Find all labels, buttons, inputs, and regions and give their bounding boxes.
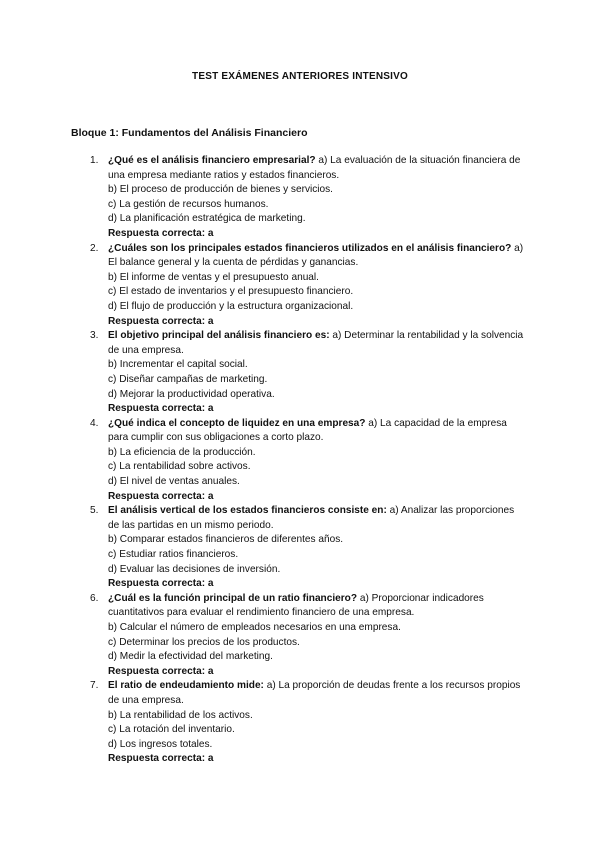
question-item [0,417,528,505]
question-number: 3. [90,330,99,342]
option-b: b) Calcular el número de empleados necesarios en una empresa. [108,622,401,633]
option-d: d) El nivel de ventas anuales. [108,476,240,488]
question-item [0,242,528,330]
option-b: b) Incrementar el capital social. [108,359,248,371]
correct-answer [108,577,528,592]
question-stem: El análisis vertical de los estados financieros consiste en: [108,505,387,517]
answer-value: a [207,227,214,239]
answer-label: Respuesta correcta: [108,753,206,765]
question-stem: ¿Cuál es la función principal de un ratio financiero? [108,592,358,604]
question-stem: ¿Cuáles son los principales estados financieros utilizados en el análisis financiero? [108,242,512,254]
option-b: b) La eficiencia de la producción. [108,446,256,458]
correct-answer [108,665,528,680]
correct-answer [108,227,528,242]
option-c: c) La gestión de recursos humanos. [108,198,269,210]
correct-answer [108,490,528,505]
question-item [0,154,528,242]
option-a: a) La evaluación de la situación financiera de una empresa mediante ratios y estados financieros. [108,155,521,181]
option-d: d) Mejorar la productividad operativa. [108,388,275,400]
answer-value: a [207,753,214,765]
question-item [0,592,528,680]
correct-answer [108,402,528,417]
answer-label: Respuesta correcta: [108,578,206,590]
answer-label: Respuesta correcta: [108,403,206,415]
question-number: 6. [90,592,99,604]
answer-label: Respuesta correcta: [108,665,206,677]
option-c: c) La rotación del inventario. [108,724,235,736]
answer-value: a [207,665,214,677]
question-item [0,329,528,417]
correct-answer [108,315,528,330]
option-c: c) La rentabilidad sobre activos. [108,461,251,473]
question-stem: El ratio de endeudamiento mide: [108,680,264,692]
option-b: b) El informe de ventas y el presupuesto anual. [108,271,319,283]
answer-value: a [207,315,214,327]
document-title: TEST EXÁMENES ANTERIORES INTENSIVO [192,71,408,82]
question-stem: El objetivo principal del análisis financiero es: [108,330,330,342]
option-a: a) La capacidad de la empresa para cumplir con sus obligaciones a corto plazo. [108,417,507,444]
question-stem: ¿Qué es el análisis financiero empresarial? [108,155,316,166]
option-a: a) Determinar la rentabilidad y la solvencia de una empresa. [108,330,524,356]
option-a: a) Analizar las proporciones de las partidas en un mismo periodo. [108,505,515,531]
question-number: 2. [90,242,99,254]
correct-answer [108,752,528,767]
question-stem: ¿Qué indica el concepto de liquidez en una empresa? [108,417,366,429]
block-title: Bloque 1: Fundamentos del Análisis Financiero [71,127,308,139]
answer-value: a [207,490,214,502]
answer-label: Respuesta correcta: [108,227,206,239]
answer-value: a [207,403,214,415]
question-item [0,504,528,592]
option-d: d) Medir la efectividad del marketing. [108,651,273,663]
option-c: c) Estudiar ratios financieros. [108,549,239,561]
option-d: d) Los ingresos totales. [108,738,213,750]
option-c: c) El estado de inventarios y el presupuesto financiero. [108,286,354,298]
question-item [0,679,528,767]
answer-label: Respuesta correcta: [108,315,206,327]
option-a: a) La proporción de deudas frente a los recursos propios de una empresa. [108,680,521,706]
option-b: b) La rentabilidad de los activos. [108,709,253,721]
option-a: a) Proporcionar indicadores cuantitativos para evaluar el rendimiento financiero de una empresa. [108,592,484,619]
option-d: d) El flujo de producción y la estructura organizacional. [108,300,354,312]
question-number: 1. [90,155,99,166]
option-b: b) Comparar estados financieros de diferentes años. [108,534,344,546]
answer-value: a [207,578,214,590]
option-b: b) El proceso de producción de bienes y servicios. [108,184,333,196]
answer-label: Respuesta correcta: [108,490,206,502]
option-d: d) Evaluar las decisiones de inversión. [108,563,281,575]
option-c: c) Diseñar campañas de marketing. [108,373,268,385]
option-d: d) La planificación estratégica de marketing. [108,213,306,225]
option-c: c) Determinar los precios de los productos. [108,636,300,648]
question-list [0,154,600,767]
question-number: 7. [90,680,99,692]
question-number: 5. [90,505,99,517]
question-number: 4. [90,417,99,429]
option-a: a) El balance general y la cuenta de pérdidas y ganancias. [108,242,524,269]
